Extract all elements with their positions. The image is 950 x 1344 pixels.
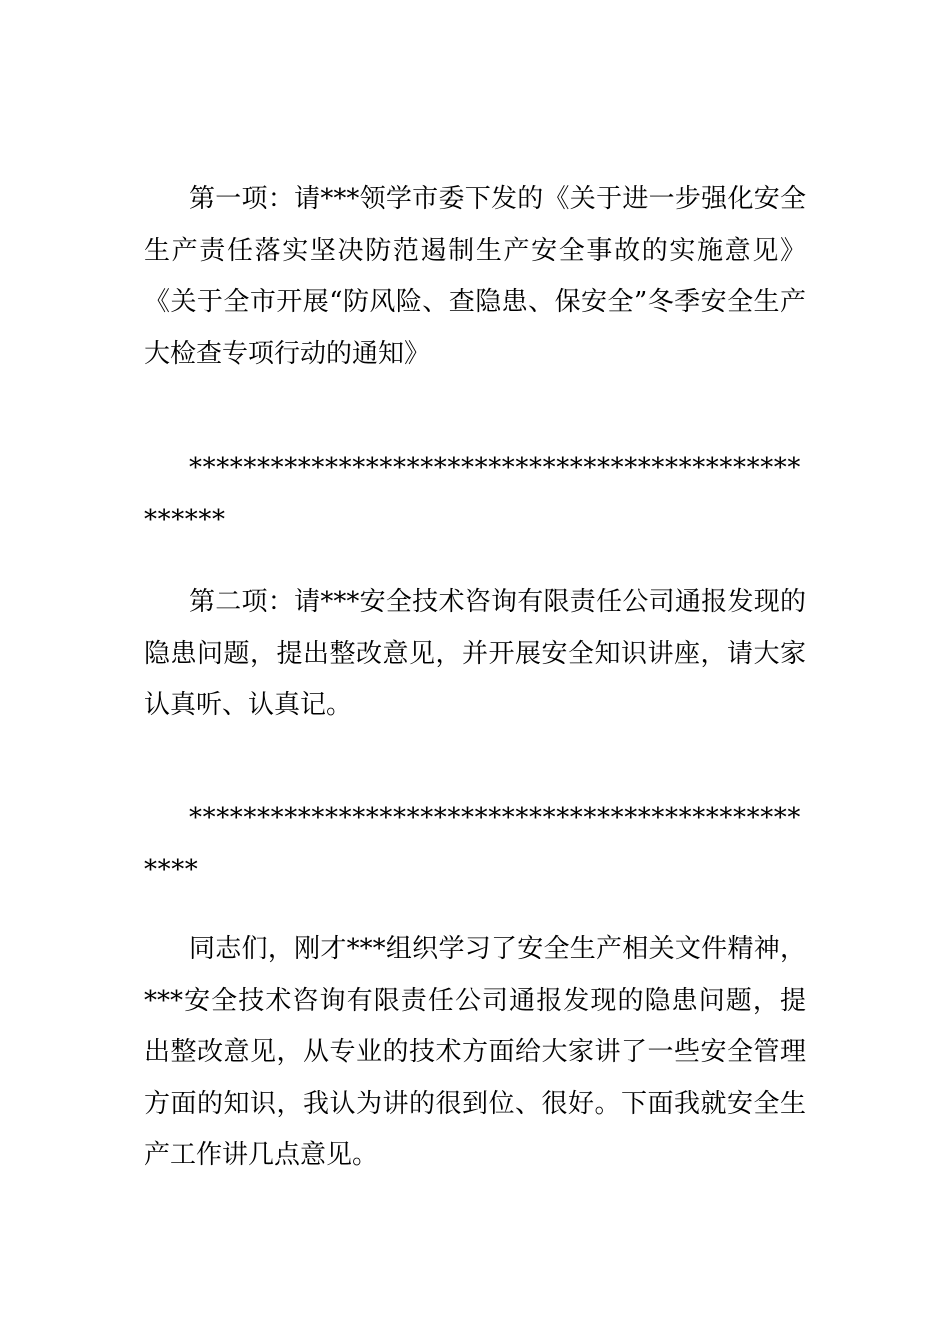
paragraph-item-one: 第一项：请***领学市委下发的《关于进一步强化安全生产责任落实坚决防范遏制生产安全事故的实施意见》《关于全市开展“防风险、查隐患、保安全”冬季安全生产大检查专项行动的通知》 bbox=[144, 184, 806, 369]
asterisk-separator: *************************************************** bbox=[144, 453, 801, 535]
asterisk-separator: ************************************************* bbox=[144, 803, 801, 885]
paragraph-item-two: 第二项：请***安全技术咨询有限责任公司通报发现的隐患问题，提出整改意见，并开展安全知识讲座，请大家认真听、认真记。 bbox=[144, 587, 806, 720]
paragraph-comrades-remarks: 同志们，刚才***组织学习了安全生产相关文件精神，***安全技术咨询有限责任公司通报发现的隐患问题，提出整改意见，从专业的技术方面给大家讲了一些安全管理方面的知识，我认为讲的很到位、很好。下面我就安全生产工作讲几点意见。 bbox=[144, 934, 806, 1170]
